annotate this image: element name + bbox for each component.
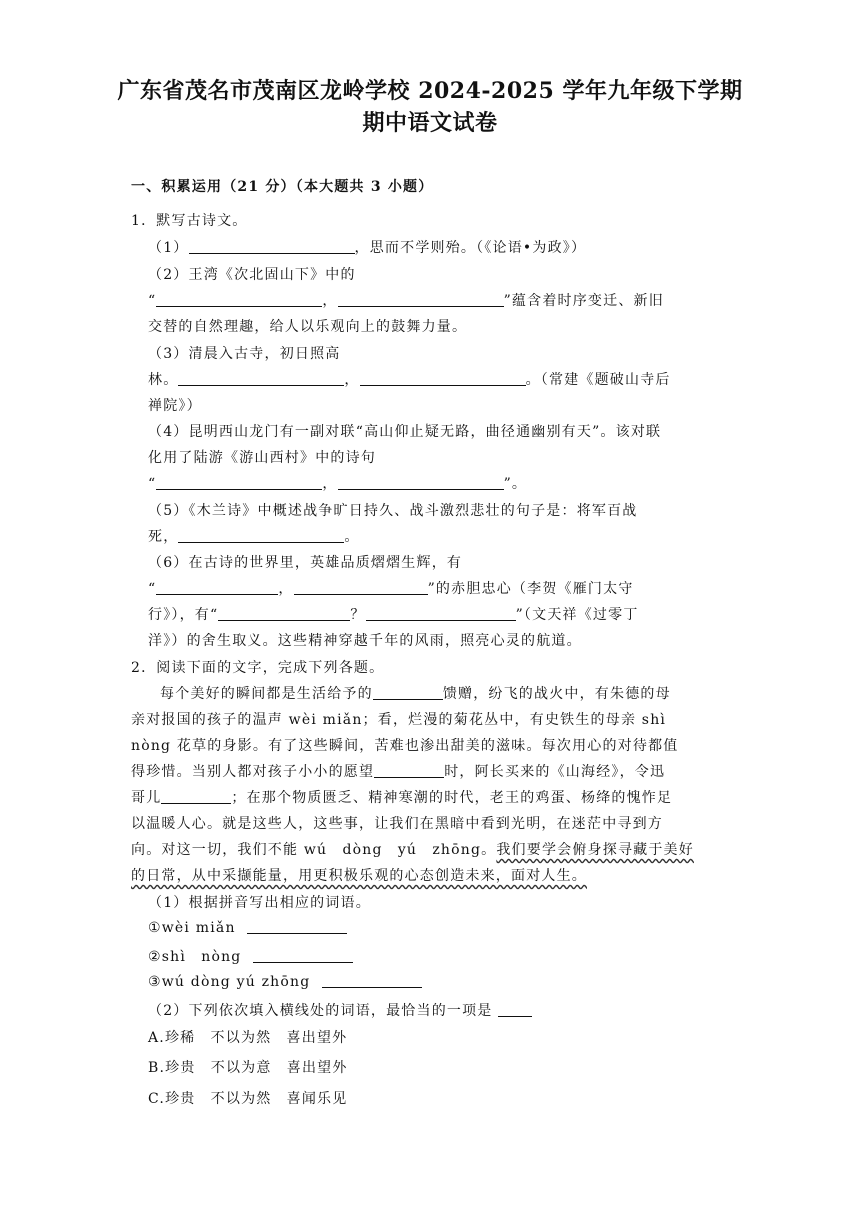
answer-blank[interactable] [178, 371, 344, 386]
question-2-stem: 2．阅读下面的文字，完成下列各题。 [131, 660, 385, 676]
answer-blank[interactable] [156, 580, 278, 595]
q1-part6-line4: 洋》）的舍生取义。这些精神穿越千年的风雨，照亮心灵的航道。 [148, 633, 582, 649]
answer-blank[interactable] [178, 528, 344, 543]
pinyin-item-1: ①wèi miǎn [148, 919, 347, 936]
q1-part5-line2: 死， 。 [148, 529, 360, 545]
answer-blank[interactable] [247, 919, 347, 934]
q1-part6-line2: “ ， ”的赤胆忠心（李贺《雁门太守 [148, 581, 634, 597]
answer-blank[interactable] [338, 475, 504, 490]
answer-blank[interactable] [294, 580, 428, 595]
q2-sub2: （2）下列依次填入横线处的词语，最恰当的一项是 [148, 1000, 532, 1020]
answer-blank[interactable] [253, 948, 353, 963]
exam-title-line2: 期中语文试卷 [362, 110, 498, 136]
exam-title-line1: 广东省茂名市茂南区龙岭学校 2024-2025 学年九年级下学期 [117, 78, 743, 104]
q1-part1: （1） ，思而不学则殆。（《论语•为政》） [148, 240, 587, 256]
q1-part4-line3: “ ， ”。 [148, 476, 528, 492]
section-heading: 一、积累运用（21 分）（本大题共 3 小题） [131, 179, 434, 195]
q1-part4-line1: （4）昆明西山龙门有一副对联“高山仰止疑无路，曲径通幽别有天”。该对联 [148, 424, 662, 440]
answer-blank[interactable] [218, 606, 350, 621]
q1-part5-line1: （5）《木兰诗》中概述战争旷日持久、战斗激烈悲壮的句子是：将军百战 [148, 503, 638, 519]
q1-part4-line2: 化用了陆游《游山西村》中的诗句 [148, 450, 376, 466]
answer-blank[interactable] [338, 292, 504, 307]
answer-blank[interactable] [498, 1002, 532, 1017]
answer-blank[interactable] [373, 685, 443, 700]
answer-blank[interactable] [156, 292, 322, 307]
q1-part3-line2: 林。 ， 。（常建《题破山寺后 [148, 372, 671, 388]
answer-blank[interactable] [366, 606, 516, 621]
passage-line-3: nòng 花草的身影。有了这些瞬间，苦难也渗出甜美的滋味。每次用心的对待都值 [131, 738, 679, 754]
passage-line-5: 哥儿 ；在那个物质匮乏、精神寒潮的时代，老王的鸡蛋、杨绛的愧怍足 [131, 790, 673, 806]
answer-blank[interactable] [161, 789, 231, 804]
answer-blank[interactable] [374, 763, 444, 778]
q1-part2-line3: 交替的自然理趣，给人以乐观向上的鼓舞力量。 [148, 319, 468, 335]
q1-part6-line1: （6）在古诗的世界里，英雄品质熠熠生辉，有 [148, 555, 463, 571]
answer-blank[interactable] [322, 973, 422, 988]
q1-part6-line3: 行》），有“ ？ ”（文天祥《过零丁 [148, 607, 639, 623]
option-c[interactable]: C.珍贵 不以为然 喜闻乐见 [148, 1091, 348, 1107]
q1-part2-line2: “ ， ”蕴含着时序变迁、新旧 [148, 293, 664, 309]
q1-part2-line1: （2）王湾《次北固山下》中的 [148, 267, 356, 283]
pinyin-item-3: ③wú dòng yú zhōng [148, 973, 422, 990]
pinyin-item-2: ②shì nòng [148, 946, 353, 966]
passage-line-7: 向。对这一切，我们不能 wú dòng yú zhōng。我们要学会俯身探寻藏于美好 [131, 842, 694, 858]
q1-part3-line3: 禅院》） [148, 398, 202, 414]
passage-line-8: 的日常，从中采撷能量，用更积极乐观的心态创造未来，面对人生。 [131, 868, 587, 884]
option-a[interactable]: A.珍稀 不以为然 喜出望外 [148, 1030, 348, 1046]
question-1-stem: 1．默写古诗文。 [131, 213, 248, 229]
option-b[interactable]: B.珍贵 不以为意 喜出望外 [148, 1060, 348, 1076]
passage-line-6: 以温暖人心。就是这些人，这些事，让我们在黑暗中看到光明，在迷茫中寻到方 [131, 816, 663, 832]
q1-part3-line1: （3）清晨入古寺，初日照高 [148, 346, 341, 362]
q2-sub1: （1）根据拼音写出相应的词语。 [148, 895, 371, 911]
answer-blank[interactable] [189, 239, 355, 254]
answer-blank[interactable] [156, 475, 322, 490]
passage-line-4: 得珍惜。当别人都对孩子小小的愿望 时，阿长买来的《山海经》，令迅 [131, 764, 666, 780]
passage-line-2: 亲对报国的孩子的温声 wèi miǎn；看，烂漫的菊花丛中，有史铁生的母亲 shì [131, 712, 667, 728]
answer-blank[interactable] [360, 371, 526, 386]
passage-line-1: 每个美好的瞬间都是生活给予的 馈赠，纷飞的战火中，有朱德的母 [160, 686, 671, 702]
